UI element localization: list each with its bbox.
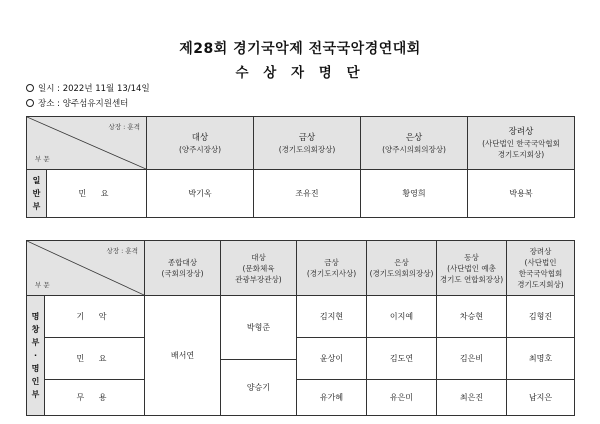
column-header: 동상 (사단법인 예총 경기도 연합회장상) <box>437 241 507 296</box>
column-header: 종합대상 (국회의장상) <box>145 241 221 296</box>
winner-cell: 최은진 <box>437 380 507 416</box>
category-label: 민 요 <box>45 338 145 380</box>
winner-cell: 최명호 <box>507 338 575 380</box>
document-subtitle: 수 상 자 명 단 <box>235 65 365 81</box>
column-header: 대상 (문화체육 관광부장관상) <box>221 241 297 296</box>
info-place <box>26 97 128 109</box>
winner-cell: 김은비 <box>437 338 507 380</box>
corner-top-label: 상장 : 훈격 <box>108 123 140 131</box>
winner-cell: 김도연 <box>367 338 437 380</box>
table-corner-cell <box>27 241 145 296</box>
daesang-cell: 양승기 <box>221 360 297 416</box>
division-label: 일 반 부 <box>27 170 47 218</box>
master-division-table <box>26 240 575 416</box>
winner-cell: 유가혜 <box>297 380 367 416</box>
corner-top-label: 상장 : 훈격 <box>106 247 138 255</box>
winner-cell: 남지은 <box>507 380 575 416</box>
winner-cell: 김지현 <box>297 296 367 338</box>
winner-cell: 조유진 <box>254 170 361 218</box>
column-header: 은상 (양주시의회의장상) <box>361 117 468 170</box>
winner-cell: 박용복 <box>468 170 575 218</box>
column-header: 은상 (경기도의회의장상) <box>367 241 437 296</box>
corner-bottom-label: 부 문 <box>35 281 50 289</box>
document-title: 제28회 경기국악제 전국국악경연대회 <box>179 41 421 57</box>
column-header: 대상 (양주시장상) <box>147 117 254 170</box>
winner-cell: 이지예 <box>367 296 437 338</box>
info-date-text: 일시 : 2022년 11월 13/14일 <box>38 84 150 94</box>
column-header: 장려상 (사단법인 한국국악협회 경기도지회상) <box>468 117 575 170</box>
column-header: 장려상 (사단법인 한국국악협회 경기도지회상) <box>507 241 575 296</box>
division-label: 명 창 부 · 명 인 부 <box>27 296 45 416</box>
daesang-cell: 박형준 <box>221 296 297 360</box>
circle-bullet-icon <box>26 99 34 107</box>
category-label: 민 요 <box>47 170 147 218</box>
corner-bottom-label: 부 문 <box>35 155 50 163</box>
winner-cell: 윤상이 <box>297 338 367 380</box>
winner-cell: 황영희 <box>361 170 468 218</box>
winner-cell: 박기옥 <box>147 170 254 218</box>
table-corner-cell <box>27 117 147 170</box>
circle-bullet-icon <box>26 84 34 92</box>
info-place-text: 장소 : 양주섬유지원센터 <box>38 99 129 109</box>
winner-cell: 김형진 <box>507 296 575 338</box>
column-header: 금상 (경기도지사상) <box>297 241 367 296</box>
winner-cell: 차승현 <box>437 296 507 338</box>
category-label: 기 악 <box>45 296 145 338</box>
grand-prize-cell: 배서연 <box>145 296 221 416</box>
info-date <box>26 82 150 94</box>
category-label: 무 용 <box>45 380 145 416</box>
general-division-table <box>26 116 575 218</box>
winner-cell: 유은미 <box>367 380 437 416</box>
column-header: 금상 (경기도의회장상) <box>254 117 361 170</box>
